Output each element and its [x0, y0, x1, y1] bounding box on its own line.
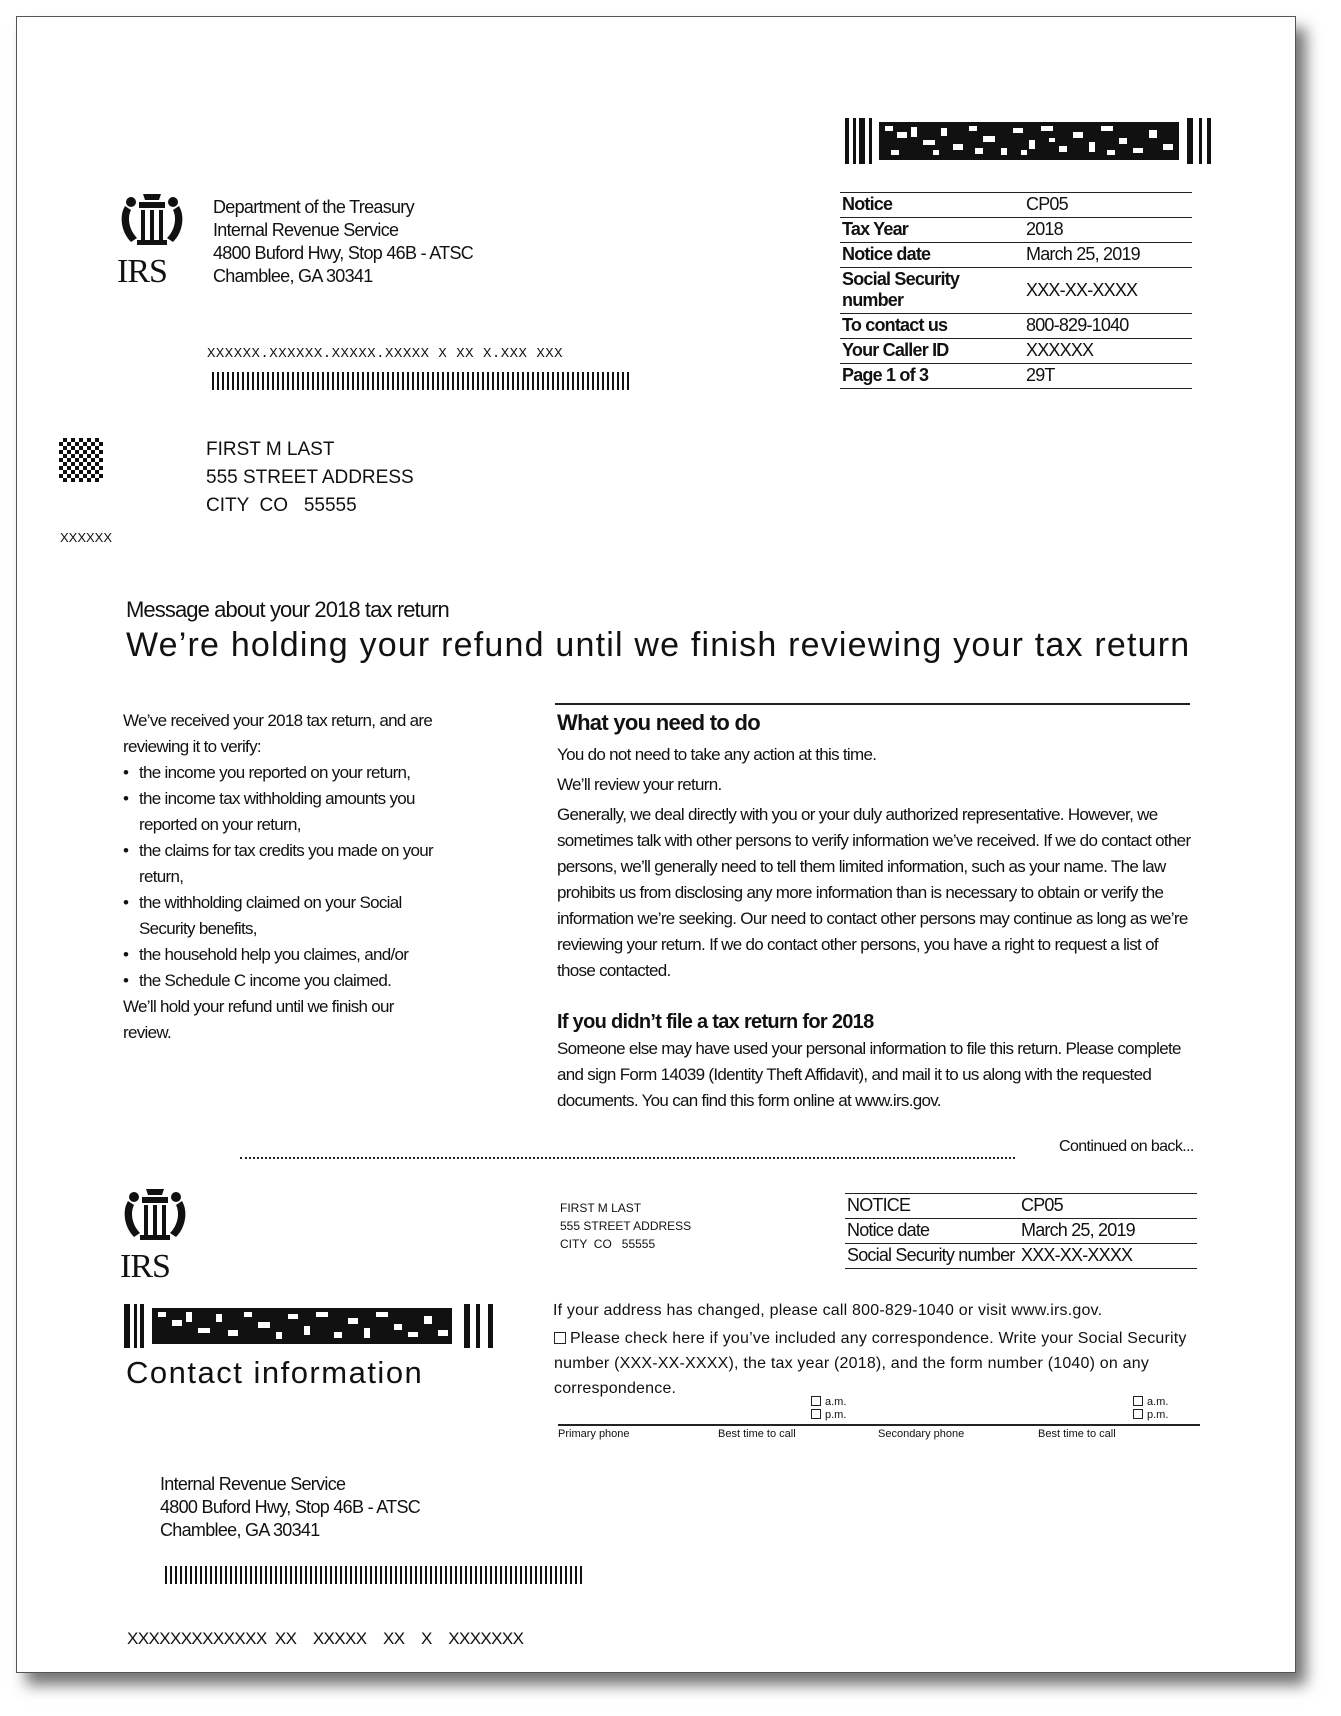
address-change-text: If your address has changed, please call 800-829-1040 or visit www.irs.gov.: [553, 1302, 1103, 1319]
notice-table-label: Page 1 of 3: [840, 364, 1024, 389]
left-column: [123, 708, 463, 1046]
stub-notice-table: [845, 1193, 1197, 1269]
sender-line-3: 4800 Buford Hwy, Stop 46B - ATSC: [213, 243, 474, 263]
outro-text: We’ll hold your refund until we finish our review.: [123, 997, 394, 1042]
irs-eagle-icon: [117, 192, 187, 248]
am-checkbox-2[interactable]: [1133, 1396, 1143, 1406]
best-time-label-2[interactable]: Best time to call: [1038, 1428, 1116, 1440]
barcode-icon: [845, 118, 1217, 164]
correspondence-text: Please check here if you’ve included any correspondence. Write your Social Security number (XXX-XX-XXXX), the tax year (2018), and the form number (1040) on any correspondence.: [554, 1330, 1187, 1397]
recipient-name: FIRST M LAST: [206, 439, 335, 460]
para-identity-theft: Someone else may have used your personal information to file this return. Please complete and sign Form 14039 (Identity Theft Affidavit), and mail it to us along with the requested documents. You can find this form online at www.irs.gov.: [557, 1039, 1181, 1110]
list-item: • the claims for tax credits you made on your return,: [123, 838, 439, 890]
primary-phone-label[interactable]: Primary phone: [558, 1428, 630, 1440]
sender-address: [213, 196, 473, 288]
stub-table-row: [845, 1244, 1197, 1269]
irs-logo: [117, 192, 187, 288]
best-time-label-1[interactable]: Best time to call: [718, 1428, 796, 1440]
stub-recipient-street: 555 STREET ADDRESS: [560, 1219, 692, 1233]
subtitle: Message about your 2018 tax return: [126, 597, 449, 622]
sender-line-2: Internal Revenue Service: [213, 220, 399, 240]
am-pm-1: [811, 1396, 846, 1422]
datamatrix-code: [59, 438, 103, 482]
sender-line-1: Department of the Treasury: [213, 197, 414, 217]
correspondence-check: [554, 1326, 1200, 1401]
stub-table-label: Notice date: [845, 1219, 1019, 1244]
stub-table-value: March 25, 2019: [1019, 1219, 1197, 1244]
stub-barcode: [124, 1304, 500, 1348]
intro-text: We’ve received your 2018 tax return, and are reviewing it to verify:: [123, 711, 433, 756]
notice-table-value: CP05: [1024, 193, 1192, 218]
para-no-action: You do not need to take any action at this time.: [557, 745, 877, 764]
notice-table-row: [840, 218, 1192, 243]
am-pm-2: [1133, 1396, 1168, 1422]
am-label-2: a.m.: [1147, 1396, 1169, 1408]
irs-eagle-icon: [120, 1187, 190, 1243]
pm-checkbox-1[interactable]: [811, 1409, 821, 1419]
notice-table-row: [840, 268, 1192, 314]
stub-recipient-name: FIRST M LAST: [560, 1201, 642, 1215]
stub-table-label: NOTICE: [845, 1194, 1019, 1219]
recipient-address: [206, 436, 414, 520]
stub-table-row: [845, 1219, 1197, 1244]
list-item: • the income you reported on your return,: [123, 760, 439, 786]
notice-table-label: Tax Year: [840, 218, 1024, 243]
stub-recipient: [560, 1199, 691, 1253]
top-barcode: [845, 118, 1217, 164]
didnt-file-heading: If you didn’t file a tax return for 2018: [557, 1011, 874, 1033]
notice-table-label: To contact us: [840, 314, 1024, 339]
side-code: XXXXXX: [60, 530, 113, 545]
list-item: • the income tax withholding amounts you reported on your return,: [123, 786, 439, 838]
notice-table-row: [840, 339, 1192, 364]
notice-table-label: Your Caller ID: [840, 339, 1024, 364]
recipient-street: 555 STREET ADDRESS: [206, 467, 414, 488]
phone-rule: [558, 1424, 1200, 1426]
irs-addr-line-3: Chamblee, GA 30341: [160, 1520, 320, 1540]
stub-postal-barcode: [165, 1566, 585, 1584]
notice-table-label: Notice: [840, 193, 1024, 218]
phone-fields: [558, 1396, 1198, 1446]
page-title: We’re holding your refund until we finish reviewing your tax return: [126, 626, 1191, 664]
notice-table-value: XXX-XX-XXXX: [1024, 268, 1192, 314]
irs-addr-line-2: 4800 Buford Hwy, Stop 46B - ATSC: [160, 1497, 421, 1517]
notice-table-value: 29T: [1024, 364, 1192, 389]
list-item: • the Schedule C income you claimed.: [123, 968, 439, 994]
postal-barcode: [212, 372, 632, 390]
pm-label-1: p.m.: [825, 1409, 847, 1421]
notice-table-value: XXXXXX: [1024, 339, 1192, 364]
list-item: • the household help you claimes, and/or: [123, 942, 439, 968]
verify-list: [123, 760, 463, 994]
stub-recipient-city: CITY CO 55555: [560, 1237, 656, 1251]
stub-table-value: XXX-XX-XXXX: [1019, 1244, 1197, 1269]
correspondence-checkbox[interactable]: [554, 1332, 566, 1344]
irs-return-address: [160, 1473, 420, 1542]
notice-table-row: [840, 243, 1192, 268]
continued-text: Continued on back...: [1059, 1138, 1194, 1155]
pm-label-2: p.m.: [1147, 1409, 1169, 1421]
cut-line: [240, 1157, 1015, 1159]
contact-info-title: Contact information: [126, 1355, 424, 1390]
notice-table-value: March 25, 2019: [1024, 243, 1192, 268]
am-checkbox-1[interactable]: [811, 1396, 821, 1406]
notice-table-value: 2018: [1024, 218, 1192, 243]
what-to-do-heading: What you need to do: [557, 710, 761, 735]
stub-irs-logo: [120, 1187, 190, 1283]
list-item: • the withholding claimed on your Social Security benefits,: [123, 890, 439, 942]
notice-table-row: [840, 314, 1192, 339]
irs-logo-text: IRS: [117, 253, 167, 290]
notice-table-value: 800-829-1040: [1024, 314, 1192, 339]
stub-table-label: Social Security number: [845, 1244, 1019, 1269]
notice-table: [840, 192, 1192, 389]
barcode-icon: [124, 1304, 500, 1348]
stub-table-value: CP05: [1019, 1194, 1197, 1219]
recipient-city: CITY CO 55555: [206, 495, 357, 516]
notice-table-row: [840, 364, 1192, 389]
stub-table-row: [845, 1194, 1197, 1219]
para-contact-persons: Generally, we deal directly with you or your duly authorized representative. However, we sometimes talk with other persons to verify information we’ve received. If we do contact other persons, we’ll generally need to tell them limited information, such as your name. The law prohibits us from disclosing any more information than is necessary to obtain or verify the information we’re seeking. Our need to contact other persons may continue as long as we’re reviewing your return. If we do contact other persons, you have a right to request a list of those contacted.: [557, 805, 1191, 980]
mail-code: XXXXXX.XXXXXX.XXXXX.XXXXX X XX X.XXX XXX: [207, 346, 564, 362]
notice-table-row: [840, 193, 1192, 218]
secondary-phone-label[interactable]: Secondary phone: [878, 1428, 965, 1440]
section-rule: [555, 703, 1190, 705]
right-column: [557, 708, 1197, 1114]
irs-addr-line-1: Internal Revenue Service: [160, 1474, 346, 1494]
scan-line: XXXXXXXXXXXXX XX XXXXX XX X XXXXXXX: [127, 1629, 524, 1648]
para-review: We’ll review your return.: [557, 775, 722, 794]
stub-irs-logo-text: IRS: [120, 1248, 170, 1285]
pm-checkbox-2[interactable]: [1133, 1409, 1143, 1419]
notice-table-label: Notice date: [840, 243, 1024, 268]
sender-line-4: Chamblee, GA 30341: [213, 266, 373, 286]
notice-table-label: Social Security number: [840, 268, 1024, 314]
am-label-1: a.m.: [825, 1396, 847, 1408]
